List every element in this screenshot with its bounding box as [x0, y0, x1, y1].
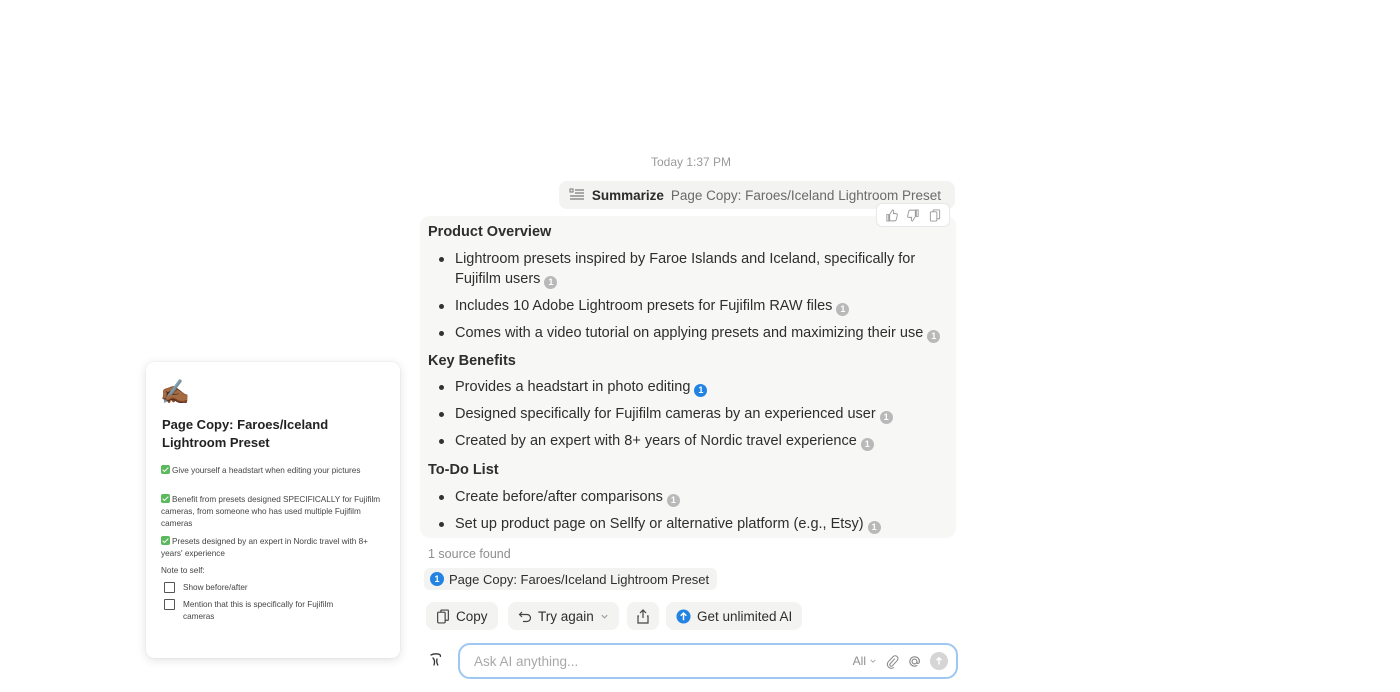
chevron-down-icon — [600, 612, 609, 621]
user-message-target: Page Copy: Faroes/Iceland Lightroom Preset — [670, 187, 941, 203]
message-timestamp: Today 1:37 PM — [650, 155, 732, 169]
paperclip-icon[interactable] — [885, 654, 899, 669]
share-icon — [636, 609, 650, 624]
thumbs-down-icon[interactable] — [904, 206, 922, 224]
todo-item — [164, 582, 364, 594]
section-heading: To-Do List — [428, 462, 499, 478]
bullet-text: Includes 10 Adobe Lightroom presets for Fujifilm RAW files — [455, 298, 833, 314]
get-unlimited-ai-button[interactable] — [666, 602, 802, 630]
todo-label: Show before/after — [183, 583, 248, 592]
mention-icon[interactable] — [907, 654, 922, 669]
checklist-item: Presets designed by an expert in Nordic travel with 8+ years' experience — [161, 537, 368, 558]
feedback-toolbar — [876, 203, 950, 227]
citation-badge[interactable]: 1 — [836, 303, 849, 316]
ai-face-icon — [428, 651, 446, 669]
citation-badge[interactable]: 1 — [694, 384, 707, 397]
citation-badge[interactable]: 1 — [667, 494, 680, 507]
chevron-down-icon — [869, 657, 877, 665]
send-button[interactable] — [930, 652, 948, 670]
bullet-text: Create before/after comparisons — [455, 489, 663, 505]
checklist-item: Give yourself a headstart when editing your pictures — [161, 465, 381, 477]
bullet-item — [428, 377, 948, 397]
bullet-item — [428, 323, 948, 343]
citation-badge[interactable]: 1 — [861, 438, 874, 451]
ask-ai-input-container — [458, 643, 958, 679]
citation-badge[interactable]: 1 — [927, 330, 940, 343]
bullet-item — [428, 514, 948, 534]
check-icon — [161, 494, 170, 503]
note-label: Note to self: — [161, 566, 205, 575]
page-summary-icon — [569, 188, 585, 202]
copy-button[interactable] — [426, 602, 498, 630]
ai-answer — [420, 216, 956, 538]
page-preview-card[interactable] — [146, 362, 400, 658]
section-heading: Key Benefits — [428, 353, 516, 369]
check-icon — [161, 465, 170, 474]
scope-label: All — [852, 654, 866, 668]
ask-ai-input[interactable] — [472, 653, 853, 670]
checklist-item: Benefit from presets designed SPECIFICALLY for Fujifilm cameras, from someone who has used multiple Fujifilm cameras — [161, 495, 381, 528]
try-again-button[interactable] — [508, 602, 619, 630]
bullet-text: Provides a headstart in photo editing — [455, 379, 691, 395]
bullet-text: Created by an expert with 8+ years of Nordic travel experience — [455, 433, 857, 449]
source-label: Page Copy: Faroes/Iceland Lightroom Preset — [449, 571, 710, 587]
todo-label: Mention that this is specifically for Fujifilm cameras — [183, 600, 334, 621]
bullet-item — [428, 487, 948, 507]
sources-count: 1 source found — [428, 547, 511, 561]
try-again-label: Try again — [538, 608, 594, 624]
citation-badge[interactable]: 1 — [868, 521, 881, 534]
citation-badge[interactable]: 1 — [880, 411, 893, 424]
copy-icon — [436, 609, 450, 624]
todo-item — [164, 599, 364, 623]
source-link[interactable] — [424, 568, 717, 590]
share-button[interactable] — [627, 602, 659, 630]
thumbs-up-icon[interactable] — [882, 206, 900, 224]
bullet-item — [428, 404, 948, 424]
bullet-item — [428, 431, 948, 451]
bullet-list — [428, 487, 948, 541]
user-message-verb: Summarize — [591, 187, 664, 203]
checkbox[interactable] — [164, 599, 175, 610]
bullet-list — [428, 377, 948, 458]
section-heading: Product Overview — [428, 224, 552, 240]
scope-selector[interactable] — [853, 654, 877, 668]
upgrade-arrow-icon — [676, 609, 691, 624]
bullet-item — [428, 296, 948, 316]
checkbox[interactable] — [164, 582, 175, 593]
source-number: 1 — [430, 572, 444, 586]
copy-icon[interactable] — [926, 206, 944, 224]
arrow-up-icon — [934, 656, 944, 666]
bullet-item — [428, 249, 948, 289]
page-emoji: ✍🏾 — [160, 379, 190, 406]
bullet-text: Lightroom presets inspired by Faroe Islands and Iceland, specifically for Fujifilm users — [455, 251, 916, 287]
bullet-list — [428, 249, 948, 350]
undo-icon — [518, 609, 532, 623]
get-unlimited-ai-label: Get unlimited AI — [697, 608, 793, 624]
check-icon — [161, 536, 170, 545]
page-title: Page Copy: Faroes/Iceland Lightroom Preset — [162, 417, 329, 450]
bullet-text: Set up product page on Sellfy or alternative platform (e.g., Etsy) — [455, 516, 864, 532]
copy-button-label: Copy — [456, 608, 488, 624]
bullet-text: Comes with a video tutorial on applying presets and maximizing their use — [455, 325, 924, 341]
citation-badge[interactable]: 1 — [544, 276, 557, 289]
bullet-text: Designed specifically for Fujifilm cameras by an experienced user — [455, 406, 876, 422]
